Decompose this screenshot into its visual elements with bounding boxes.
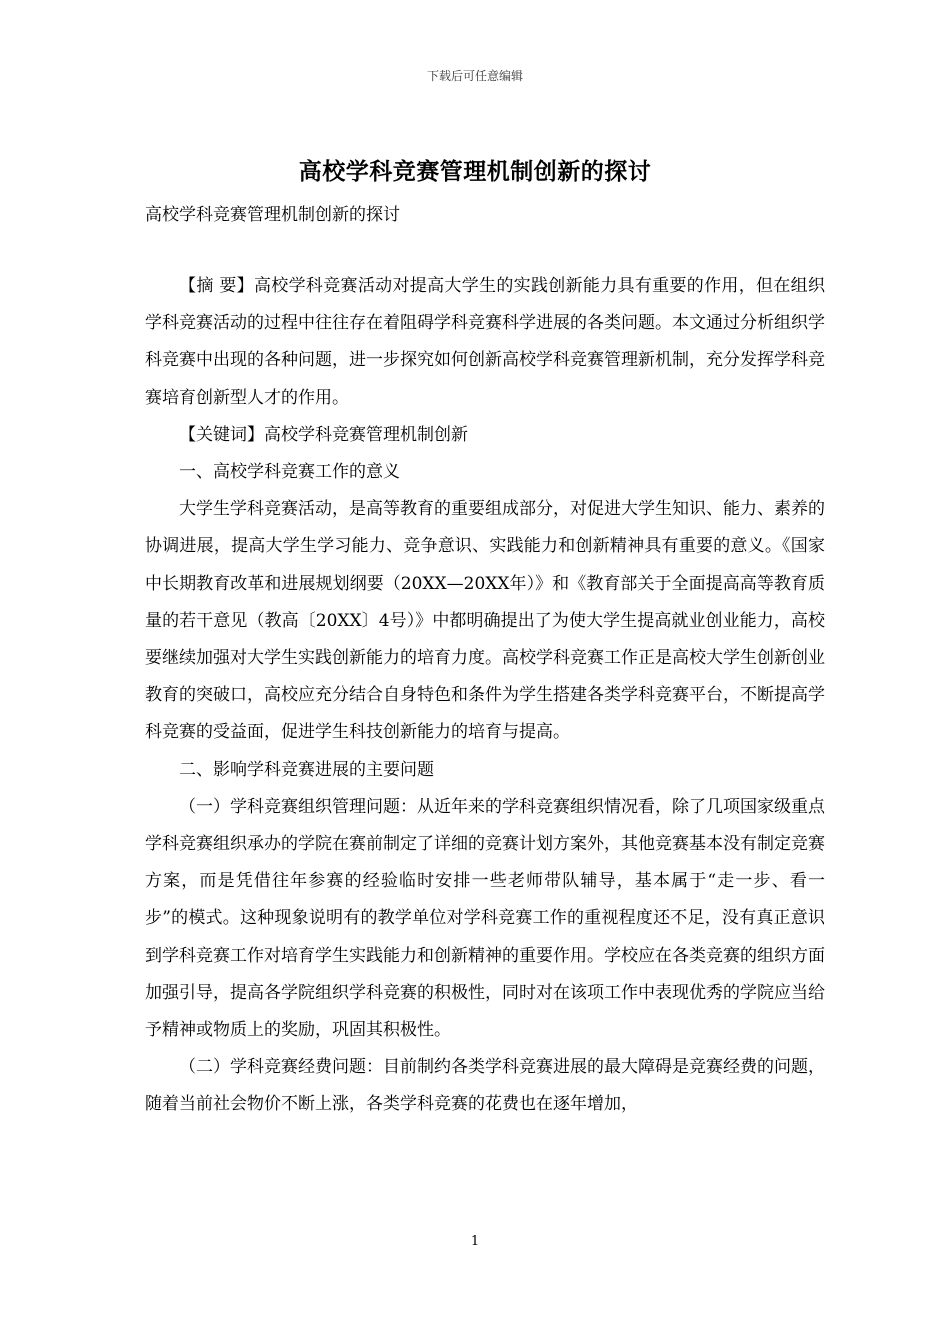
- abstract-paragraph: 【摘 要】高校学科竞赛活动对提高大学生的实践创新能力具有重要的作用，但在组织学科竞赛活动的过程中往往存在着阻碍学科竞赛科学进展的各类问题。本文通过分析组织学科竞赛中出现的各种问题，进一步探究如何创新高校学科竞赛管理新机制，充分发挥学科竞赛培育创新型人才的作用。: [145, 276, 825, 408]
- document-title: 高校学科竞赛管理机制创新的探讨: [298, 158, 652, 185]
- page-number: 1: [470, 1234, 480, 1249]
- page-header-note: 下载后可任意编辑: [426, 69, 523, 83]
- body-paragraph: （一）学科竞赛组织管理问题：从近年来的学科竞赛组织情况看，除了几项国家级重点学科竞赛组织承办的学院在赛前制定了详细的竞赛计划方案外，其他竞赛基本没有制定竞赛方案，而是凭借往年参赛的经验临时安排一些老师带队辅导，基本属于“走一步、看一步”的模式。这种现象说明有的教学单位对学科竞赛工作的重视程度还不足，没有真正意识到学科竞赛工作对培育学生实践能力和创新精神的重要作用。学校应在各类竞赛的组织方面加强引导，提高各学院组织学科竞赛的积极性，同时对在该项工作中表现优秀的学院应当给予精神或物质上的奖励，巩固其积极性。: [145, 796, 825, 1041]
- document-body: [145, 268, 825, 1124]
- section-heading-1: 一、高校学科竞赛工作的意义: [179, 462, 400, 483]
- document-subtitle: 高校学科竞赛管理机制创新的探讨: [145, 205, 400, 225]
- keywords-paragraph: 【关键词】高校学科竞赛管理机制创新: [179, 424, 468, 445]
- body-paragraph: （二）学科竞赛经费问题：目前制约各类学科竞赛进展的最大障碍是竞赛经费的问题，随着当前社会物价不断上涨，各类学科竞赛的花费也在逐年增加，: [145, 1057, 825, 1115]
- section-heading-2: 二、影响学科竞赛进展的主要问题: [179, 759, 434, 780]
- body-paragraph: 大学生学科竞赛活动，是高等教育的重要组成部分，对促进大学生知识、能力、素养的协调进展，提高大学生学习能力、竞争意识、实践能力和创新精神具有重要的意义。《国家中长期教育改革和进展规划纲要（20XX—20XX年）》和《教育部关于全面提高高等教育质量的若干意见（教高〔20XX〕4号）》中都明确提出了为使大学生提高就业创业能力，高校要继续加强对大学生实践创新能力的培育力度。高校学科竞赛工作正是高校大学生创新创业教育的突破口，高校应充分结合自身特色和条件为学生搭建各类学科竞赛平台，不断提高学科竞赛的受益面，促进学生科技创新能力的培育与提高。: [145, 499, 825, 743]
